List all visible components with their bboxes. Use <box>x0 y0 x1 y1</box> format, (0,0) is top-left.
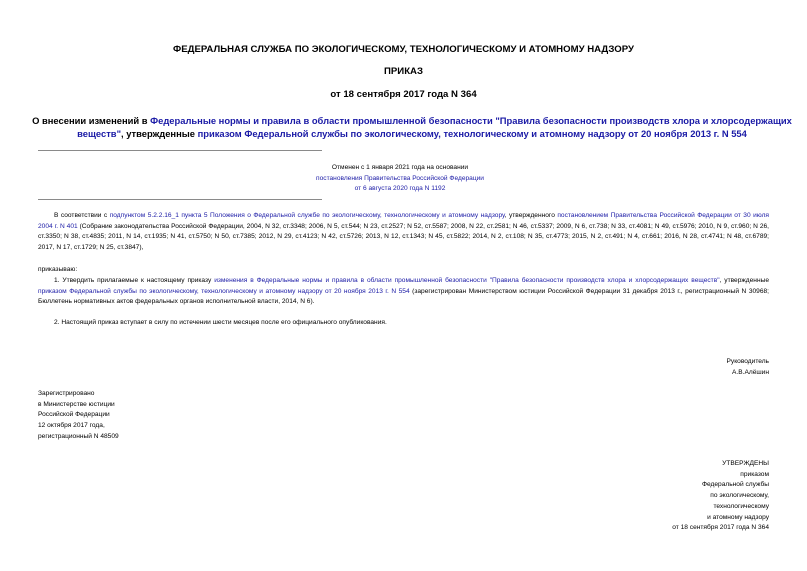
preamble-text: (Собрание законодательства Российской Федерации, 2004, N 32, ст.3348; 2006, N 5, ст.544; N 23, ст.2527; N 52, ст.5587; 2008, N 22, ст.2581; N 46, ст.5337; 2009, N 6, ст.738; N 33, ст.4081; N 49, ст.5976; 2010, N 9, ст.960; N 26, ст.3350; N 38, ст.4835; 2011, N 14, ст.1935; N 41, ст.5750; N 50, ст.7385; 2012, N 29, ст.4123; N 42, ст.5726; 2013, N 12, ст.1343; N 45, ст.5822; 2014, N 2, ст.108; N 35, ст.4773; 2015, N 2, ст.491; N 4, ст.661; 2016, N 28, ст.4741; N 48, ст.6789; 2017, N 17, ст.1729; N 25, ст.3847), <box>38 222 769 251</box>
approved-line: и атомному надзору <box>707 513 769 521</box>
registration-line: 12 октября 2017 года, <box>38 422 105 430</box>
subject-middle: , утвержденные <box>121 127 198 139</box>
approved-line: УТВЕРЖДЕНЫ <box>722 460 769 467</box>
cancel-note-line: Отменен с 1 января 2021 года на основании <box>331 164 469 171</box>
subject-link-norms[interactable]: Федеральные нормы и правила в области промышленной безопасности "Правила безопасности производств хлора и хлорсодержащих веществ" <box>77 115 792 139</box>
approved-line: по экологическому, <box>710 492 769 500</box>
divider-top <box>38 150 322 151</box>
preamble-text: , утвержденного <box>504 212 558 219</box>
cancel-note-link-resolution[interactable]: постановления Правительства Российской Федерации <box>316 174 484 182</box>
orders-word: приказываю: <box>38 266 78 273</box>
item1-link-changes[interactable]: изменения в Федеральные нормы и правила в области промышленной безопасности "Правила безопасности производств хлора и хлорсодержащих веществ" <box>214 277 720 284</box>
registration-line: Российской Федерации <box>38 411 110 419</box>
registration-block <box>38 389 119 443</box>
preamble-link-regulation[interactable]: подпунктом 5.2.2.16_1 пункта 5 Положения о Федеральной службе по экологическому, технологическому и атомному надзору <box>109 212 505 219</box>
signature-block <box>727 357 769 378</box>
approved-line: Федеральной службы <box>701 481 769 489</box>
registration-line: регистрационный N 48509 <box>38 432 119 440</box>
item1-text: 1. Утвердить прилагаемые к настоящему приказу <box>54 277 215 284</box>
registration-line: Зарегистрировано <box>38 390 95 397</box>
item1-link-order[interactable]: приказом Федеральной службы по экологическому, технологическому и атомному надзору от 20 ноября 2013 г. N 554 <box>38 287 410 295</box>
document-subject <box>32 115 792 140</box>
agency-title: ФЕДЕРАЛЬНАЯ СЛУЖБА ПО ЭКОЛОГИЧЕСКОМУ, ТЕХНОЛОГИЧЕСКОМУ И АТОМНОМУ НАДЗОРУ <box>173 44 634 55</box>
doc-date-number: от 18 сентября 2017 года N 364 <box>330 89 477 100</box>
approved-line: технологическому <box>713 502 769 510</box>
item1-text: , утвержденные <box>719 277 769 284</box>
subject-prefix: О внесении изменений в <box>32 115 151 126</box>
doc-type: ПРИКАЗ <box>384 66 423 77</box>
approved-line: от 18 сентября 2017 года N 364 <box>672 524 769 532</box>
approved-line: приказом <box>740 470 769 478</box>
signature-name: А.В.Алёшин <box>732 368 769 376</box>
order-item-2: 2. Настоящий приказ вступает в силу по истечении шести месяцев после его официального опубликования. <box>54 319 387 326</box>
cancel-note-link-date[interactable]: от 6 августа 2020 года N 1192 <box>354 185 446 193</box>
preamble-paragraph <box>38 211 769 253</box>
registration-line: в Министерстве юстиции <box>38 400 115 408</box>
cancel-note <box>200 163 600 195</box>
subject-link-order[interactable]: приказом Федеральной службы по экологическому, технологическому и атомному надзору от 20 ноября 2013 г. N 554 <box>197 127 747 139</box>
signature-role: Руководитель <box>726 358 769 365</box>
preamble-text: В соответствии с <box>54 212 110 219</box>
order-item-1 <box>38 276 769 308</box>
divider-bottom <box>38 199 322 200</box>
item1-text: (зарегистрирован Министерством юстиции Российской Федерации 31 декабря 2013 г., регистрационный N 30968; Бюллетень нормативных актов федеральных органов исполнительной власти, 2014, N 6). <box>38 287 769 306</box>
preamble-link-resolution[interactable]: постановлением Правительства Российской Федерации от 30 июля 2004 г. N 401 <box>38 212 769 230</box>
approved-block <box>672 459 769 534</box>
